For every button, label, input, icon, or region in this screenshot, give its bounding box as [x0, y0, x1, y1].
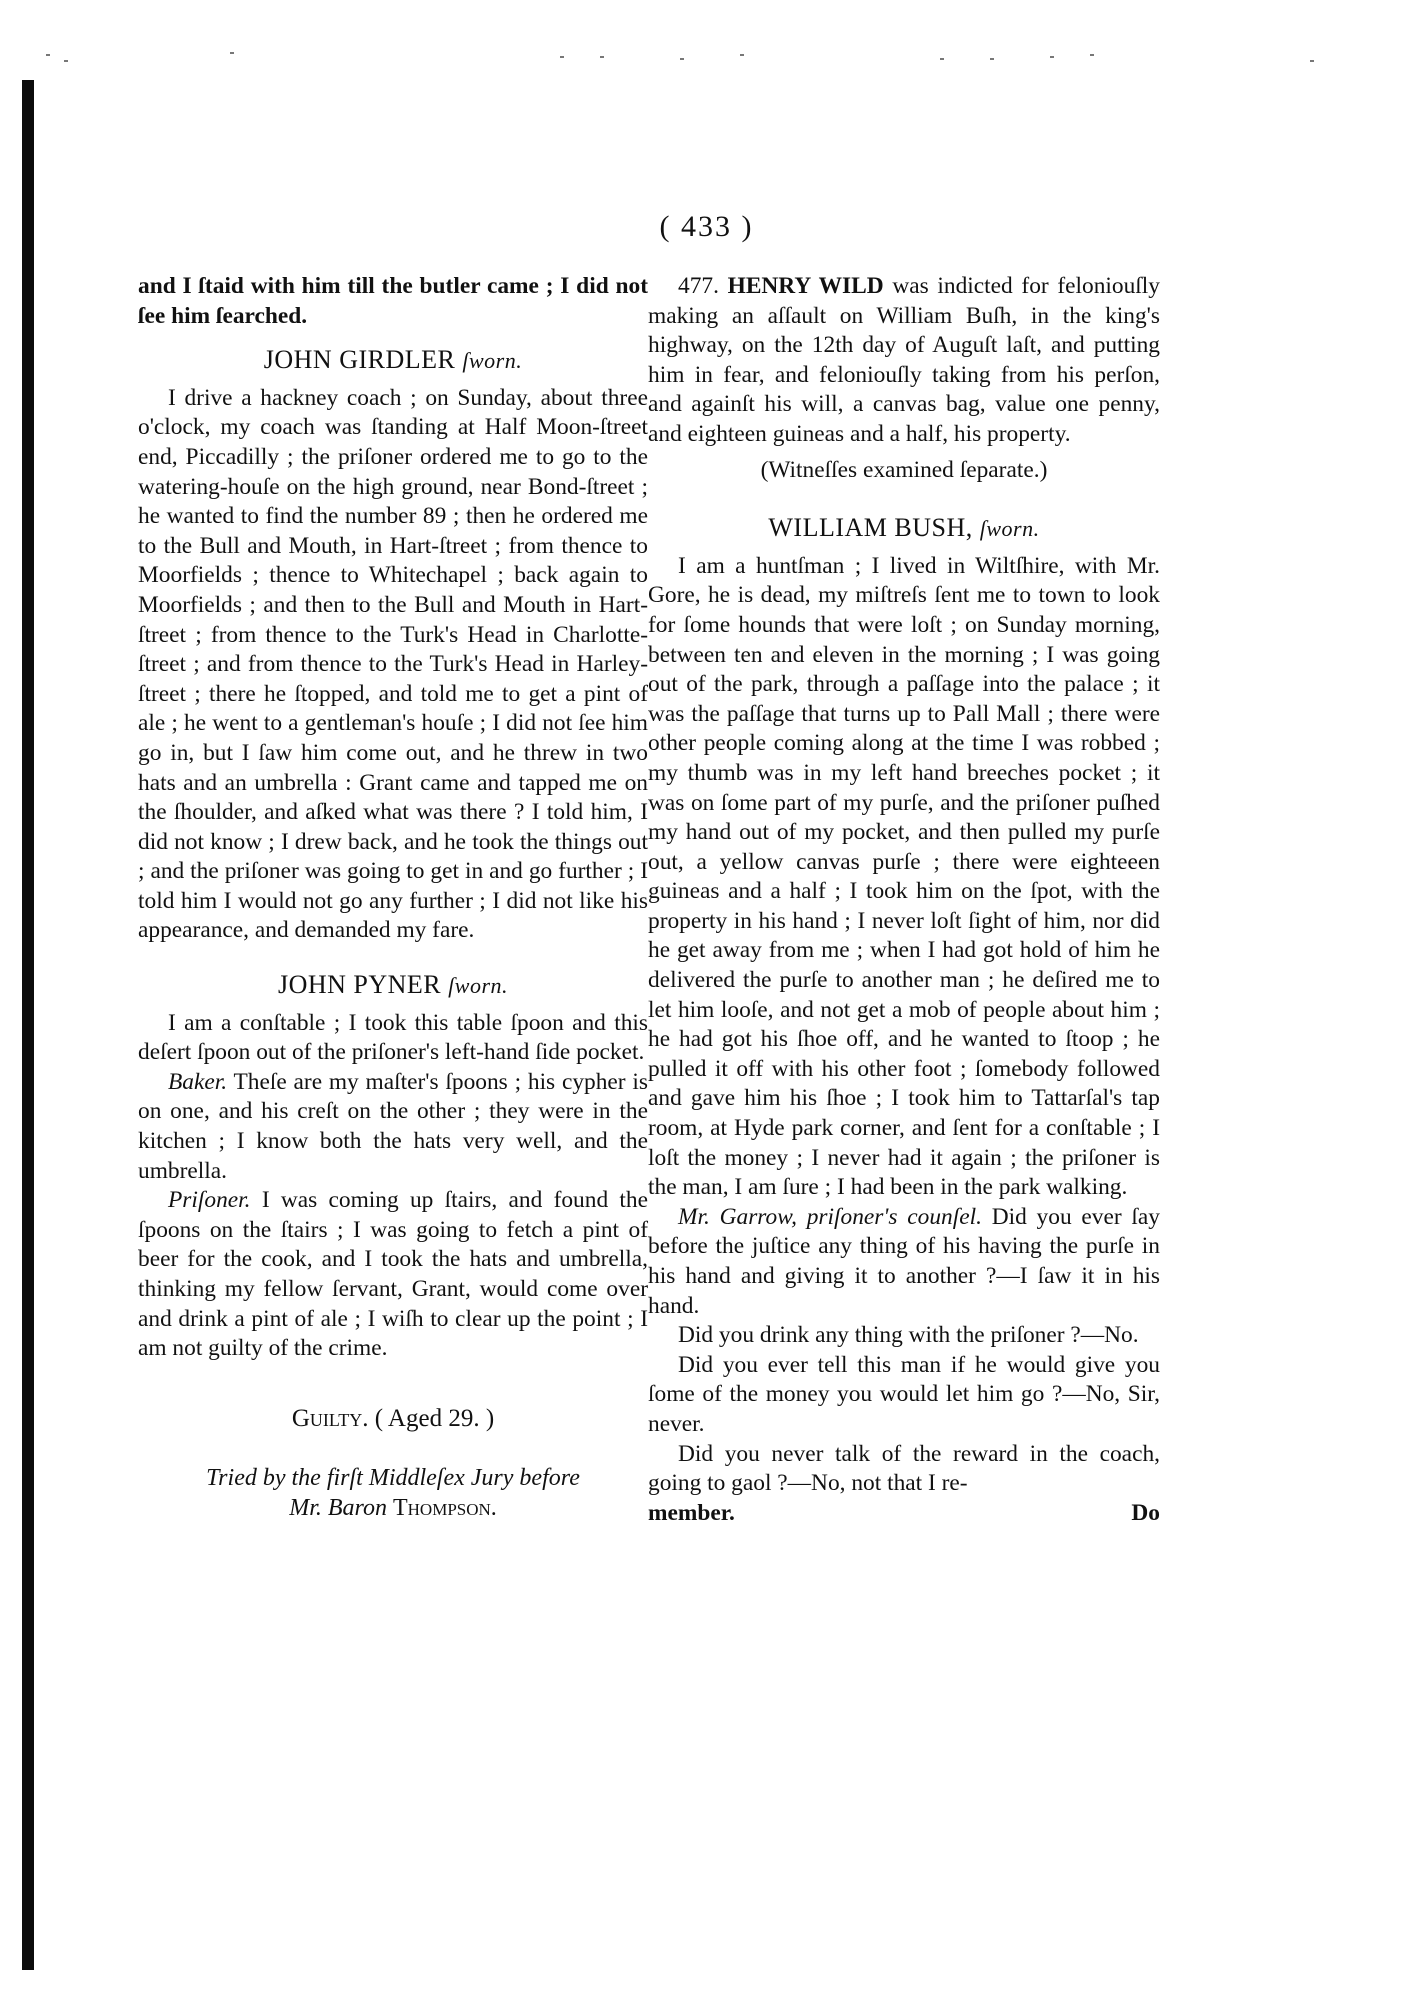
trial-note: Tried by the firſt Middleſex Jury before Mr. Baron Thompson. — [206, 1465, 580, 1522]
verdict: Guilty. ( Aged 29. ) — [291, 1404, 495, 1432]
catchword: Do — [1131, 1499, 1160, 1526]
left-column — [138, 272, 648, 1523]
testimony-girdler: I drive a hackney coach ; on Sunday, about three o'clock, my coach was ſtanding at Half Moon-ſtreet end, Piccadilly ; the priſoner ordered me to go to the watering-houſe on the high ground, near Bond-ſtreet ; he wanted to find the number 89 ; then he ordered me to the Bull and Mouth, in Hart-ſtreet ; from thence to Moorfields ; thence to Whitechapel ; back again to Moorfields ; and then to the Bull and Mouth in Hart-ſtreet ; from thence to the Turk's Head in Charlotte-ſtreet ; and from thence to the Turk's Head in Harley-ſtreet ; there he ſtopped, and told me to get a pint of ale ; he went to a gentleman's houſe ; I did not ſee him go in, but I ſaw him come out, and he threw in two hats and an umbrella : Grant came and tapped me on the ſhoulder, and aſked what was there ? I told him, I did not know ; I drew back, and he took the things out ; and the priſoner was going to get in and go further ; I told him I would not go any further ; I did not like his appearance, and demanded my fare. — [138, 384, 648, 944]
cross-examination-q3: Did you ever tell this man if he would give you ſome of the money you would let him go ?—No, Sir, never. — [648, 1351, 1160, 1437]
witness-heading-bush: WILLIAM BUSH, ſworn. — [768, 513, 1040, 543]
continuation-text: and I ſtaid with him till the butler came ; I did not ſee him ſearched. — [138, 273, 648, 329]
testimony-bush: I am a huntſman ; I lived in Wiltſhire, with Mr. Gore, he is dead, my miſtreſs ſent me to town to look for ſome hounds that were loſt ; on Sunday morning, between ten and eleven in the morning ; I was going out of the park, through a paſſage into the palace ; it was the paſſage that turns up to Pall Mall ; there were other people coming along at the time I was robbed ; my thumb was in my left hand breeches pocket ; it was on ſome part of my purſe, and the priſoner puſhed my hand out of my pocket, and then pulled my purſe out, a yellow canvas purſe ; there were eighteeen guineas and a half ; I took him on the ſpot, with the property in his hand ; I never loſt ſight of him, nor did he get away from me ; when I had got hold of him he delivered the purſe to another man ; he deſired me to let him looſe, and not get a mob of people about him ; he had got his ſhoe off, and he wanted to ſtoop ; he pulled it off with his other foot ; ſomebody followed and gave him his ſhoe ; I took him to Tattarſal's tap room, at Hyde park corner, and ſent for a conſtable ; I loſt the money ; I never had it again ; the priſoner is the man, I am ſure ; I had been in the park walking. — [648, 552, 1160, 1201]
cross-examination-q2: Did you drink any thing with the priſoner ?—No. — [678, 1322, 1139, 1349]
last-word: member. — [648, 1499, 735, 1526]
page-footline — [648, 1499, 1160, 1529]
cross-examination-q4: Did you never talk of the reward in the coach, going to gaol ?—No, not that I re- — [648, 1440, 1160, 1497]
right-column — [648, 272, 1160, 1528]
page-number: ( 433 ) — [659, 210, 754, 243]
speaker-baker: Baker. — [168, 1068, 228, 1095]
speaker-garrow: Mr. Garrow, priſoner's counſel. — [678, 1203, 982, 1230]
witness-heading-girdler: JOHN GIRDLER ſworn. — [263, 345, 523, 375]
witness-heading-pyner: JOHN PYNER ſworn. — [277, 970, 509, 1000]
scan-artifacts — [40, 52, 1340, 72]
testimony-prisoner: Priſoner. I was coming up ſtairs, and found the ſpoons on the ſtairs ; I was going to fetch a pint of beer for the cook, and I took the hats and umbrella, thinking my fellow ſervant, Grant, would come over and drink a pint of ale ; I wiſh to clear up the point ; I am not guilty of the crime. — [138, 1187, 648, 1362]
indictment: 477. HENRY WILD was indicted for feloniouſly making an aſſault on William Buſh, in the king's highway, on the 12th day of Auguſt laſt, and putting him in fear, and feloniouſly taking from his perſon, and againſt his will, a canvas bag, value one penny, and eighteen guineas and a half, his property. — [648, 273, 1161, 447]
binding-edge — [22, 80, 34, 1970]
witnesses-note: (Witneſſes examined ſeparate.) — [760, 456, 1048, 483]
testimony-baker: Baker. Theſe are my maſter's ſpoons ; his cypher is on one, and his creſt on the other ; they were in the kitchen ; I know both the hats very well, and the umbrella. — [138, 1068, 648, 1184]
testimony-pyner: I am a conſtable ; I took this table ſpoon and this deſert ſpoon out of the priſoner's left-hand ſide pocket. — [138, 1009, 648, 1066]
cross-examination-q1: Mr. Garrow, priſoner's counſel. Did you ever ſay before the juſtice any thing of his having the purſe in his hand and giving it to another ?—I ſaw it in his hand. — [648, 1203, 1160, 1319]
speaker-prisoner: Priſoner. — [168, 1187, 251, 1214]
